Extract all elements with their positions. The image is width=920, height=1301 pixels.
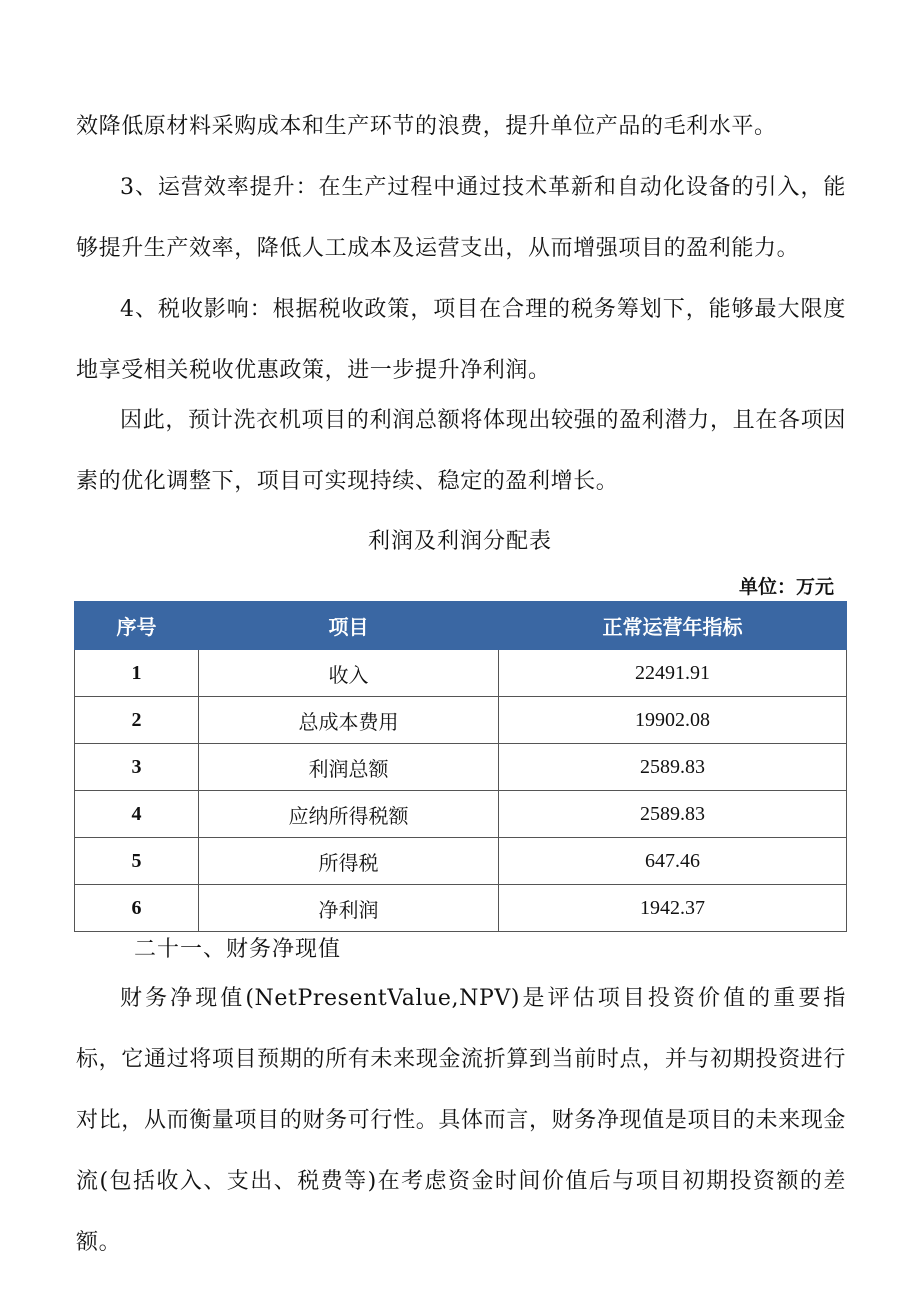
table-title: 利润及利润分配表 bbox=[367, 529, 552, 554]
row-no: 1 bbox=[75, 650, 199, 697]
table-unit: 单位：万元 bbox=[738, 576, 834, 598]
row-no: 5 bbox=[75, 838, 199, 885]
table-header-row bbox=[75, 602, 847, 650]
row-no: 2 bbox=[75, 697, 199, 744]
paragraph-npv: 财务净现值(NetPresentValue,NPV)是评估项目投资价值的重要指标，它通过将项目预期的所有未来现金流折算到当前时点，并与初期投资进行对比，从而衡量项目的财务可行性。具体而言，财务净现值是项目的未来现金流(包括收入、支出、税费等)在考虑资金时间价值后与项目初期投资额的差额。 bbox=[76, 986, 846, 1255]
table-row bbox=[75, 885, 847, 932]
row-item: 应纳所得税额 bbox=[199, 791, 499, 838]
row-item: 所得税 bbox=[199, 838, 499, 885]
table-row bbox=[75, 650, 847, 697]
row-value: 2589.83 bbox=[499, 791, 847, 838]
section-heading: 二十一、财务净现值 bbox=[134, 937, 342, 962]
table-row bbox=[75, 838, 847, 885]
row-no: 4 bbox=[75, 791, 199, 838]
row-value: 1942.37 bbox=[499, 885, 847, 932]
row-value: 22491.91 bbox=[499, 650, 847, 697]
table-row bbox=[75, 744, 847, 791]
row-item: 净利润 bbox=[199, 885, 499, 932]
header-no: 序号 bbox=[75, 602, 199, 650]
row-value: 2589.83 bbox=[499, 744, 847, 791]
row-item: 总成本费用 bbox=[199, 697, 499, 744]
row-value: 19902.08 bbox=[499, 697, 847, 744]
table-row bbox=[75, 697, 847, 744]
paragraph-tax-impact: 4、税收影响：根据税收政策，项目在合理的税务筹划下，能够最大限度地享受相关税收优惠政策，进一步提升净利润。 bbox=[76, 297, 846, 383]
table-row bbox=[75, 791, 847, 838]
paragraph-conclusion: 因此，预计洗衣机项目的利润总额将体现出较强的盈利潜力，且在各项因素的优化调整下，项目可实现持续、稳定的盈利增长。 bbox=[76, 408, 846, 494]
header-item: 项目 bbox=[199, 602, 499, 650]
row-item: 利润总额 bbox=[199, 744, 499, 791]
row-item: 收入 bbox=[199, 650, 499, 697]
profit-distribution-table bbox=[74, 601, 847, 932]
paragraph-operating-efficiency: 3、运营效率提升：在生产过程中通过技术革新和自动化设备的引入，能够提升生产效率，降低人工成本及运营支出，从而增强项目的盈利能力。 bbox=[76, 175, 846, 261]
row-no: 3 bbox=[75, 744, 199, 791]
header-value: 正常运营年指标 bbox=[499, 602, 847, 650]
paragraph-continuation: 效降低原材料采购成本和生产环节的浪费，提升单位产品的毛利水平。 bbox=[76, 114, 777, 139]
row-no: 6 bbox=[75, 885, 199, 932]
row-value: 647.46 bbox=[499, 838, 847, 885]
